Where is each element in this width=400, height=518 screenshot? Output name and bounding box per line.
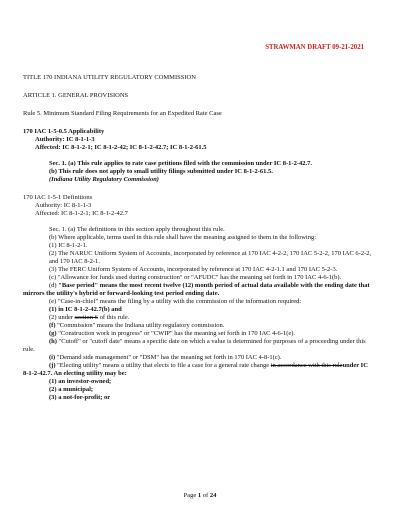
subsection-a: Sec. 1. (a) The definitions in this section apply throughout this rule.	[49, 226, 225, 233]
source-line: (Indiana Utility Regulatory Commission)	[49, 176, 159, 183]
list-item: (1) in IC 8-1-2-42.7(b) and	[49, 306, 122, 313]
section-1	[23, 194, 374, 402]
subsection-c: (c) "Allowance for funds used during construction" or "AFUDC" has the meaning set forth in 170 IAC 4-6-1(b).	[49, 274, 342, 281]
subsection-b: (b) Where applicable, terms used in this rule shall have the meaning assigned to them in the following:	[49, 234, 317, 241]
article-line: ARTICLE 1. GENERAL PROVISIONS	[23, 92, 129, 99]
subsection-g: (g) "Construction work in progress" or "CWIP" has the meaning set forth in 170 IAC 4-6-1(e).	[49, 330, 296, 337]
list-item: (2) under section 6 of this rule.	[49, 314, 130, 321]
authority-line: Authority: IC 8-1-1-3	[35, 202, 92, 209]
list-item: (1) IC 8-1-2-1.	[49, 242, 88, 249]
affected-line: Affected: IC 8-1-2-1; IC 8-1-2-42.7	[35, 210, 128, 217]
list-item: (3) The FERC Uniform System of Accounts, incorporated by reference at 170 IAC 4-2-1.1 and 170 IAC 5-2-3.	[49, 266, 338, 273]
title-line: TITLE 170 INDIANA UTILITY REGULATORY COMMISSION	[23, 74, 196, 81]
list-item: (1) an investor-owned;	[49, 378, 112, 385]
subsection-d: (d) "Base period" means the most recent twelve (12) month period of actual data available with the ending date that mirrors the utility's hybrid or forward-looking test period ending date.	[23, 282, 370, 297]
subsection-a: Sec. 1. (a) This rule applies to rate case petitions filed with the commission under IC 8-1-2-42.7.	[49, 160, 312, 167]
subsection-j: (j) "Electing utility" means a utility that elects to file a case for a general rate change in accordance with this ruleunder IC 8-1-2-42.7. An electing utility may be:	[23, 362, 368, 377]
draft-stamp: STRAWMAN DRAFT 09-21-2021	[265, 44, 364, 51]
page-number: 1	[197, 492, 202, 499]
subsection-f: (f) "Commission" means the Indiana utility regulatory commission.	[49, 322, 225, 329]
section-heading: 170 IAC 1-5-0.5 Applicability	[23, 128, 105, 135]
authority-line: Authority: IC 8-1-1-3	[35, 136, 95, 143]
subsection-e: (e) "Case-in-chief" means the filing by a utility with the commission of the information required:	[49, 298, 302, 305]
subsection-h: (h) "Cutoff" or "cutoff date" means a specific date on which a value is determined for purposes of a proceeding under this rule.	[23, 338, 366, 353]
section-0-5	[23, 128, 374, 184]
list-item: (2) The NARUC Uniform System of Accounts, incorporated by reference at 170 IAC 4-2-2, 170 IAC 5-2-2, 170 IAC 6-2-2, and 170 IAC 8-2-1.	[49, 250, 372, 265]
subsection-i: (i) "Demand side management" or "DSM" has the meaning set forth in 170 IAC 4-8-1(c).	[49, 354, 282, 361]
page-total: 24	[209, 492, 217, 499]
rule-line: Rule 5. Minimum Standard Filing Requirements for an Expedited Rate Case	[23, 110, 222, 117]
affected-line: Affected: IC 8-1-2-1; IC 8-1-2-42; IC 8-1-2-42.7; IC 8-1-2-61.5	[35, 144, 207, 151]
list-item: (2) a municipal;	[49, 386, 94, 393]
subsection-b: (b) This rule does not apply to small utility filings submitted under IC 8-1-2-61.5.	[49, 168, 273, 175]
list-item: (3) a not-for-profit; or	[49, 394, 111, 401]
section-heading: 170 IAC 1-5-1 Definitions	[23, 194, 93, 201]
page-footer: Page 1 of 24	[183, 492, 217, 499]
